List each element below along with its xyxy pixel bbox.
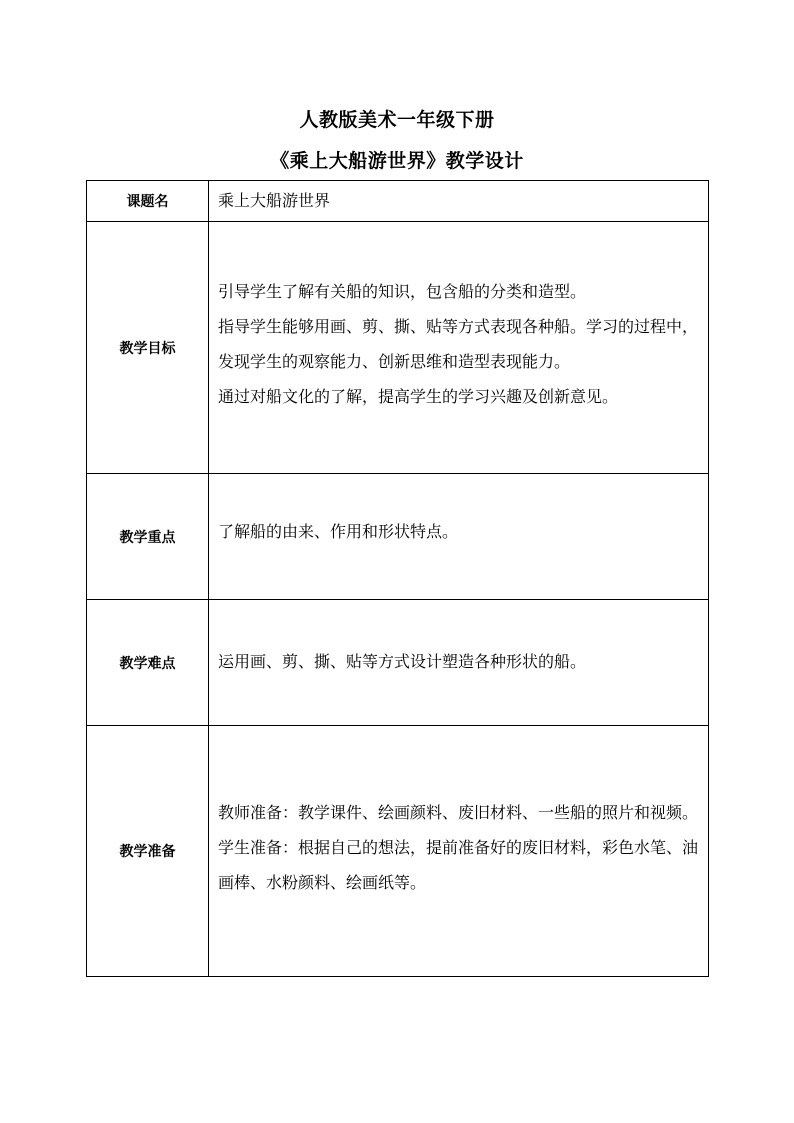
row-content-objectives (209, 222, 709, 474)
difficulty-text: 运用画、剪、撕、贴等方式设计塑造各种形状的船。 (218, 652, 587, 671)
row-label-preparation: 教学准备 (87, 726, 209, 977)
row-content-preparation (209, 726, 709, 977)
preparation-paragraph: 教师准备：教学课件、绘画颜料、废旧材料、一些船的照片和视频。 (218, 803, 699, 822)
row-content-key-points (209, 474, 709, 600)
objective-paragraph: 引导学生了解有关船的知识，包含船的分类和造型。 (218, 281, 587, 301)
key-point-text: 了解船的由来、作用和形状特点。 (218, 522, 459, 541)
preparation-paragraph: 学生准备：根据自己的想法，提前准备好的废旧材料，彩色水笔、油画棒、水粉颜料、绘画纸等。 (218, 838, 699, 892)
table-row-preparation (87, 726, 709, 977)
objective-paragraph: 指导学生能够用画、剪、撕、贴等方式表现各种船。学习的过程中，发现学生的观察能力、创新思维和造型表现能力。 (218, 316, 699, 371)
table-row-key-points (87, 474, 709, 600)
table-row-topic (87, 181, 709, 222)
row-content-topic (209, 181, 709, 222)
row-label-topic: 课题名 (87, 181, 209, 222)
row-content-difficulties (209, 600, 709, 726)
row-label-difficulties: 教学难点 (87, 600, 209, 726)
lesson-plan-table (86, 180, 709, 977)
document-title-line-2: 《乘上大船游世界》教学设计 (270, 150, 524, 172)
table-row-difficulties (87, 600, 709, 726)
objective-paragraph: 通过对船文化的了解，提高学生的学习兴趣及创新意见。 (218, 386, 619, 406)
topic-text: 乘上大船游世界 (218, 191, 331, 210)
row-label-key-points: 教学重点 (87, 474, 209, 600)
table-row-objectives (87, 222, 709, 474)
row-label-objectives: 教学目标 (87, 222, 209, 474)
document-title-line-1: 人教版美术一年级下册 (299, 109, 495, 131)
